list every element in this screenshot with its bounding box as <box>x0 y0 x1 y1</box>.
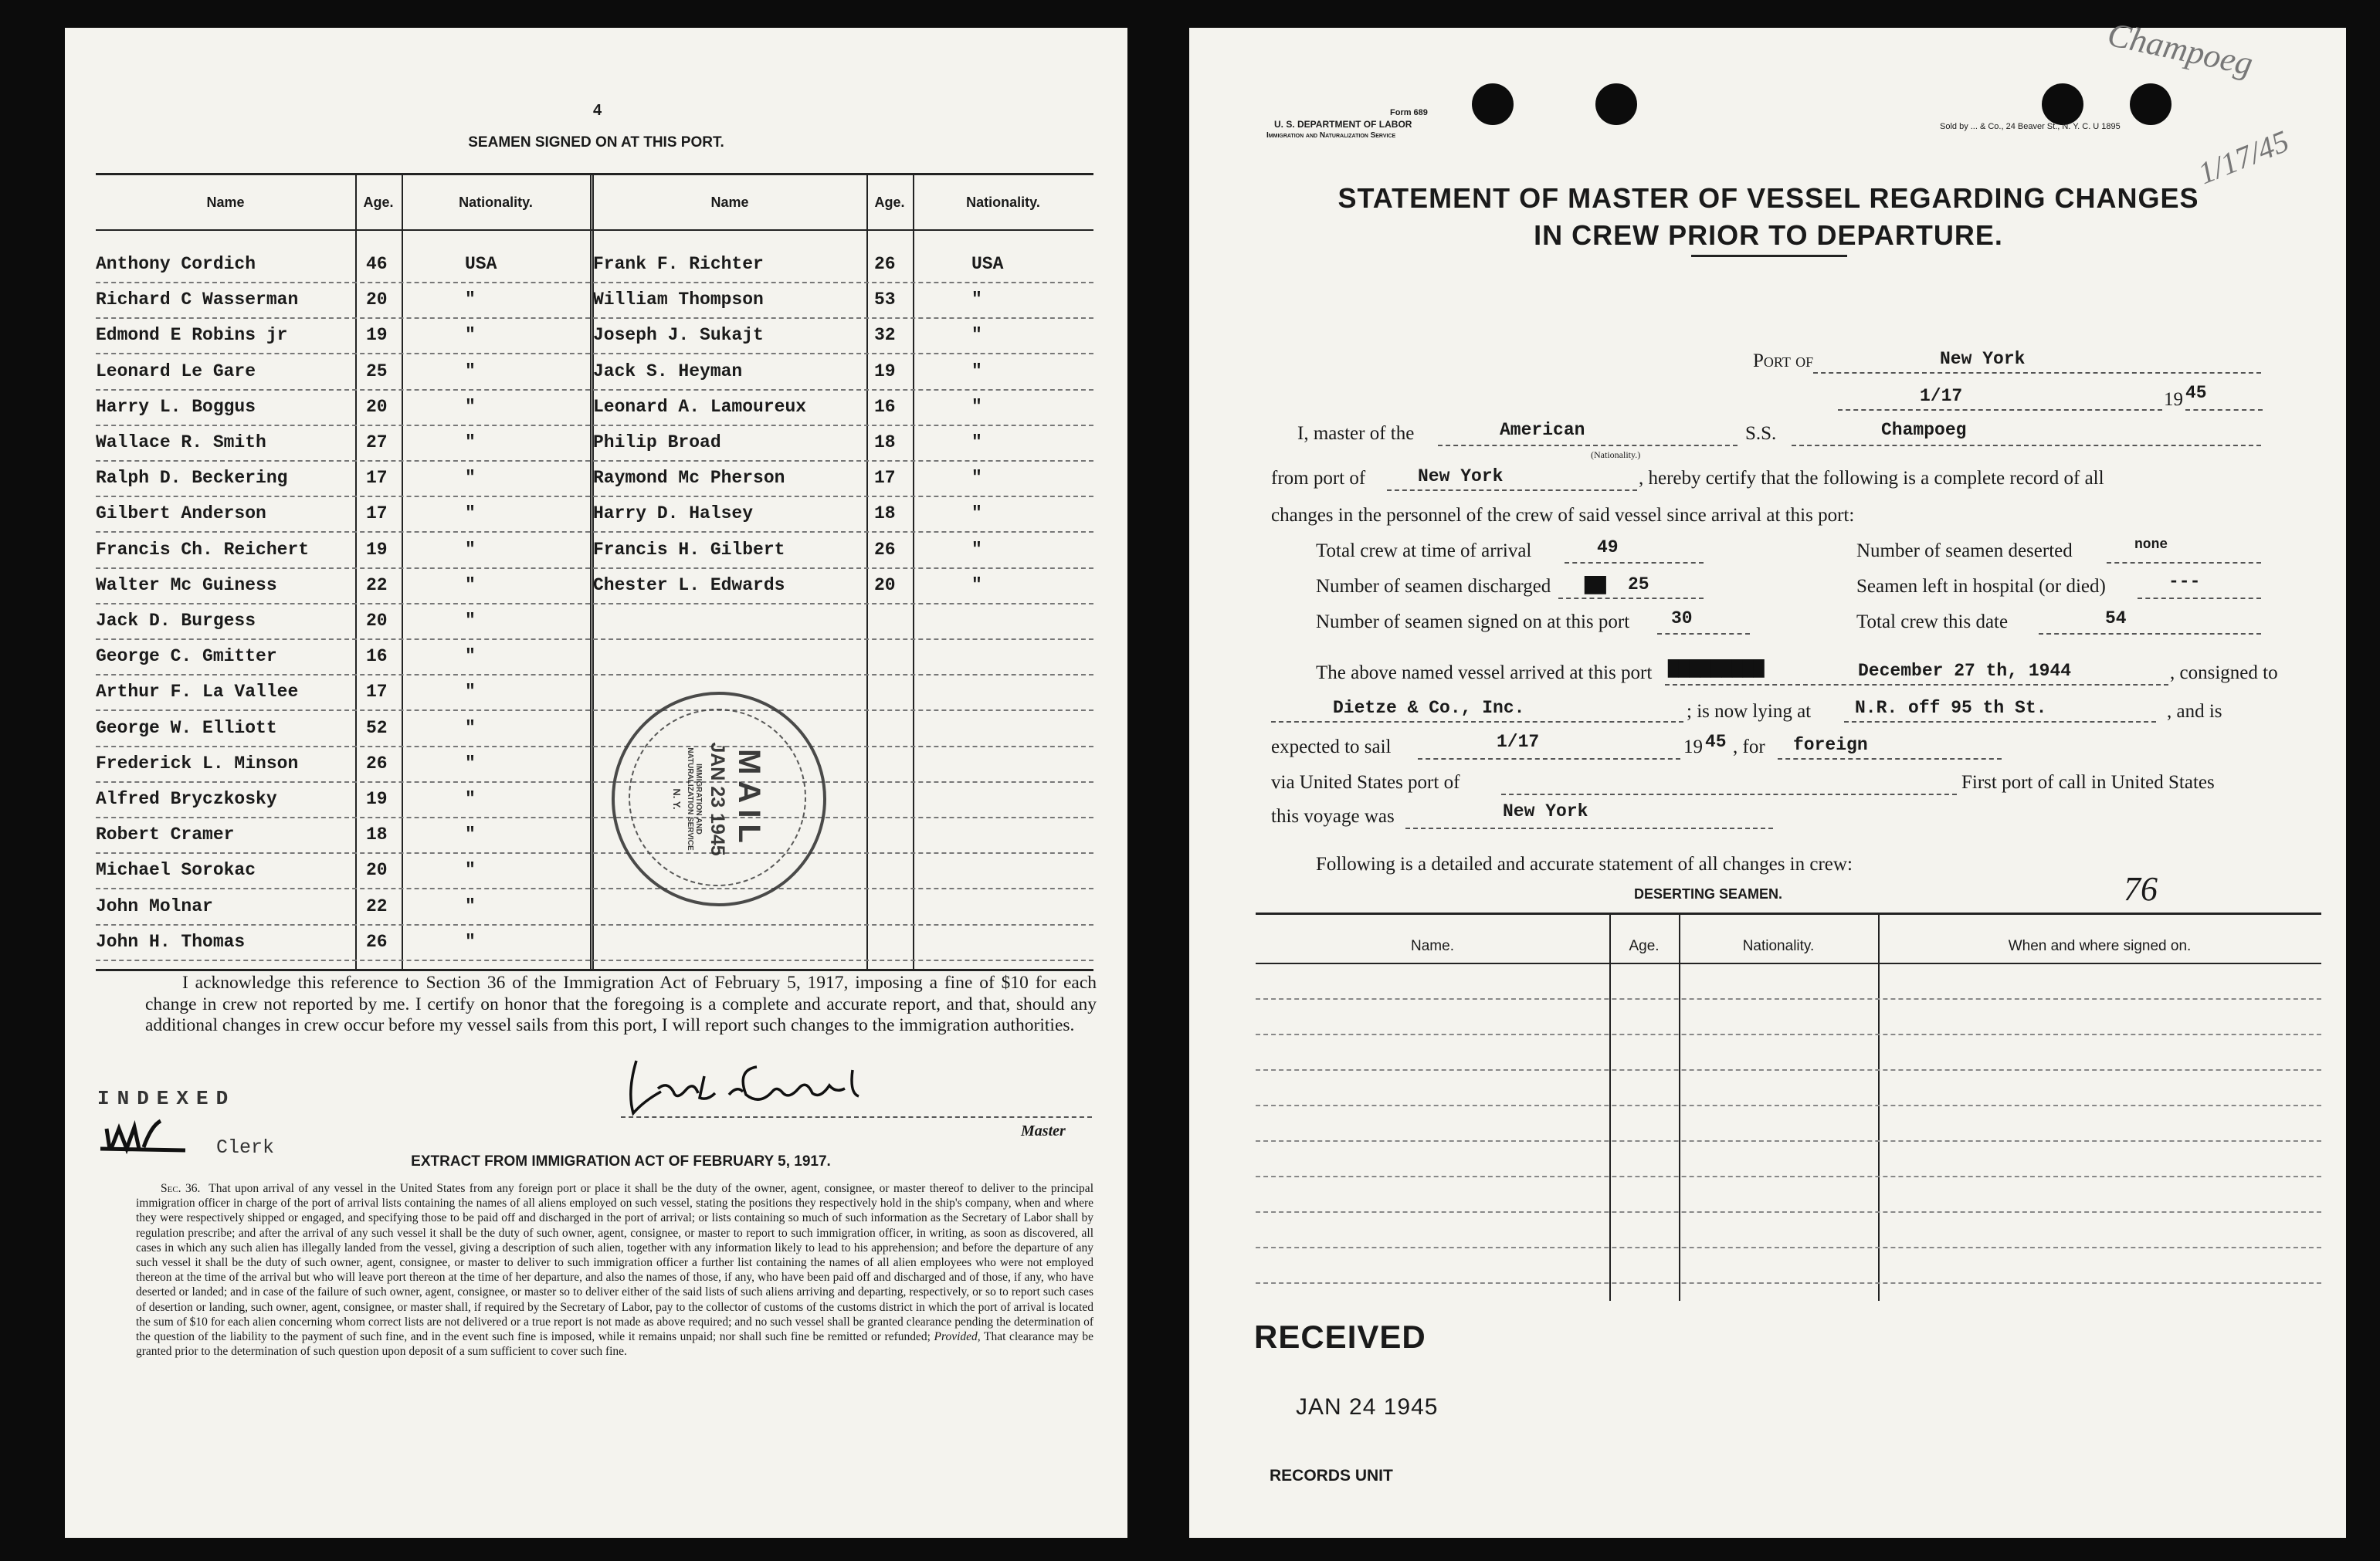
crew-row <box>593 317 1093 354</box>
crew-age: 17 <box>366 503 388 524</box>
crew-nationality: " <box>465 789 476 809</box>
crew-age: 20 <box>366 290 388 310</box>
blank-row <box>593 924 1093 961</box>
punch-hole <box>1472 83 1514 125</box>
discharged-value: 25 <box>1628 574 1649 594</box>
sail-year: 45 <box>1705 732 1727 752</box>
crew-row <box>96 781 590 818</box>
crew-name: Alfred Bryczkosky <box>96 789 277 809</box>
crew-nationality: " <box>971 468 982 489</box>
crew-age: 52 <box>366 717 388 738</box>
crew-name: Chester L. Edwards <box>593 574 785 595</box>
certify-text: , hereby certify that the following is a complete record of all <box>1639 468 2104 489</box>
crew-age: 26 <box>366 753 388 774</box>
discharged-label: Number of seamen discharged <box>1316 576 1551 597</box>
crew-name: Philip Broad <box>593 432 721 452</box>
crew-age: 18 <box>366 825 388 845</box>
crew-row <box>96 746 590 783</box>
handwritten-number: 76 <box>2124 870 2158 908</box>
blank-row <box>1256 1211 2321 1213</box>
total-date-label: Total crew this date <box>1856 611 2009 632</box>
left-page <box>65 28 1127 1538</box>
deserting-title: DESERTING SEAMEN. <box>1634 886 1783 902</box>
crew-nationality: " <box>465 611 476 631</box>
signed-on-label: Number of seamen signed on at this port <box>1316 611 1630 632</box>
stamp-mail: MAIL <box>732 749 767 849</box>
crew-name: Harry L. Boggus <box>96 396 256 417</box>
master-label: Master <box>1021 1122 1066 1139</box>
extract-text <box>136 1181 1093 1359</box>
crew-row <box>96 425 590 462</box>
year-prefix: 19 <box>2164 389 2183 410</box>
crew-nationality: " <box>465 931 476 952</box>
crew-nationality: " <box>971 290 982 310</box>
crew-age: 18 <box>874 432 896 452</box>
port-of-value: New York <box>1940 349 2026 369</box>
department: U. S. DEPARTMENT OF LABOR <box>1274 119 1412 130</box>
crew-row <box>593 567 1093 604</box>
crew-age: 17 <box>366 682 388 703</box>
extract-provided: Provided, <box>934 1330 981 1344</box>
table-header-nationality: Nationality. <box>1742 938 1815 954</box>
crew-nationality: " <box>465 361 476 381</box>
punch-hole <box>2042 83 2083 125</box>
crew-name: Frank F. Richter <box>593 254 764 274</box>
crew-name: John Molnar <box>96 896 213 916</box>
crew-nationality: " <box>465 574 476 595</box>
sail-year-prefix: 19 <box>1683 736 1703 757</box>
and-is-label: , and is <box>2167 701 2222 722</box>
crew-row <box>96 924 590 961</box>
crew-row <box>593 496 1093 533</box>
crew-age: 19 <box>874 361 896 381</box>
acknowledgement-text: I acknowledge this reference to Section 36 of the Immigration Act of February 5, 1917, imposing a fine of $10 for each change in crew not reported by me. I certify on honor that the foregoing is a complete and accurate report, and that, should any additional changes in crew occur before my vessel sails from this port, I will report such changes to the immigration authorities. <box>145 973 1097 1035</box>
blank-row <box>1256 1105 2321 1106</box>
crew-age: 20 <box>366 860 388 881</box>
blank-row <box>1256 1282 2321 1284</box>
deserted-label: Number of seamen deserted <box>1856 540 2073 561</box>
punch-hole <box>2130 83 2171 125</box>
blank-row <box>1256 1176 2321 1177</box>
seamen-signed-title: SEAMEN SIGNED ON AT THIS PORT. <box>468 134 724 151</box>
crew-name: Raymond Mc Pherson <box>593 468 785 489</box>
vessel-name: Champoeg <box>1881 420 1967 440</box>
crew-age: 17 <box>874 468 896 489</box>
clerk-label: Clerk <box>216 1136 275 1159</box>
crew-name: George C. Gmitter <box>96 646 277 667</box>
crew-age: 20 <box>874 574 896 595</box>
crew-name: Anthony Cordich <box>96 254 256 274</box>
crew-name: Francis Ch. Reichert <box>96 539 310 560</box>
crew-row <box>593 389 1093 426</box>
crew-nationality: " <box>465 325 476 346</box>
date-value: 1/17 <box>1920 386 1963 406</box>
first-port-value: New York <box>1503 801 1588 821</box>
crew-nationality: " <box>465 682 476 703</box>
crew-nationality: " <box>465 290 476 310</box>
header-name: Name <box>710 195 749 210</box>
crew-row <box>593 246 1093 283</box>
crew-nationality: " <box>465 753 476 774</box>
extract-body: That upon arrival of any vessel in the United States from any foreign port or place it shall be the duty of the owner, agent, consignee, or master thereof to deliver to the principal immigration officer in charge of the port of arrival lists containing the names of all aliens employed on such vessel, stating the positions they respectively hold in the ship's company, when and where they were respectively shipped or engaged, and specifying those to be paid off and discharged in the port of arrival; or lists containing so much of such information as the Secretary of Labor shall by regulation prescribe; and after the arrival of any such vessel it shall be the duty of such owner, agent, consignee, or master to report to such immigration officer, in writing, as soon as discovered, all cases in which any such alien has illegally landed from the vessel, giving a description of such alien, together with any information likely to lead to his apprehension; and before the departure of any such vessel it shall be the duty of such owner, agent, consignee, or master to deliver to such immigration officer a further list containing the names of all alien employees who were not employed thereon at the time of the arrival but who will leave port thereon at the time of her departure, and also the names of those, if any, who have been paid off and discharged and of those, if any, who have deserted or landed; and in case of the failure of such owner, agent, consignee, or master so to deliver either of the said lists of such aliens arriving and departing, respectively, or so to report such cases of desertion or landing, such owner, agent, consignee, or master shall, if required by the Secretary of Labor, pay to the collector of customs of the customs district in which the port of arrival is located the sum of $10 for each alien concerning whom correct lists are not delivered or a true report is not made as above required; and no such vessel shall be granted clearance pending the determination of the question of the liability to the payment of such fine, and in the event such fine is imposed, while it remains unpaid; nor shall such fine be remitted or refunded; <box>136 1182 1093 1344</box>
crew-row <box>593 354 1093 391</box>
crew-name: Harry D. Halsey <box>593 503 754 524</box>
first-port-label: First port of call in United States <box>1961 772 2215 793</box>
handwritten-date-note: 1/17/45 <box>2193 123 2294 191</box>
total-arrival-label: Total crew at time of arrival <box>1316 540 1532 561</box>
crew-nationality: " <box>971 539 982 560</box>
crew-age: 18 <box>874 503 896 524</box>
crew-nationality: " <box>465 468 476 489</box>
crew-name: Leonard A. Lamoureux <box>593 396 807 417</box>
nationality-value: American <box>1500 420 1585 440</box>
crew-row <box>96 532 590 569</box>
header-age: Age. <box>874 195 905 210</box>
lying-label: ; is now lying at <box>1687 701 1812 722</box>
crew-name: Francis H. Gilbert <box>593 539 785 560</box>
service-name: Immigration and Naturalization Service <box>1266 131 1396 140</box>
crew-age: 27 <box>366 432 388 452</box>
from-port-label: from port of <box>1271 468 1366 489</box>
header-age: Age. <box>363 195 394 210</box>
crew-name: Joseph J. Sukajt <box>593 325 764 346</box>
crew-name: Robert Cramer <box>96 825 235 845</box>
crew-row <box>96 710 590 747</box>
received-date: JAN 24 1945 <box>1296 1394 1439 1420</box>
crew-name: Richard C Wasserman <box>96 290 299 310</box>
blank-row <box>593 603 1093 640</box>
right-page <box>1189 15 2346 1538</box>
crew-row <box>593 460 1093 497</box>
crew-nationality: " <box>971 361 982 381</box>
form-title-line2: IN CREW PRIOR TO DEPARTURE. <box>1534 219 2003 251</box>
crew-name: William Thompson <box>593 290 764 310</box>
hospital-value: --- <box>2168 571 2201 591</box>
year-suffix: 45 <box>2185 383 2207 403</box>
blank-row <box>1256 1140 2321 1142</box>
crew-row <box>96 282 590 319</box>
discharged-struck: ▇▇ <box>1585 575 1606 595</box>
table-header-name: Name. <box>1411 938 1454 954</box>
crew-row <box>96 354 590 391</box>
voyage-label: this voyage was <box>1271 806 1395 827</box>
blank-row <box>1256 1034 2321 1035</box>
crew-age: 16 <box>874 396 896 417</box>
crew-nationality: " <box>465 860 476 881</box>
consigned-label: , consigned to <box>2170 662 2278 683</box>
master-of-label: I, master of the <box>1297 423 1415 444</box>
crew-name: George W. Elliott <box>96 717 277 738</box>
blank-row <box>1256 1069 2321 1071</box>
crew-age: 19 <box>366 539 388 560</box>
total-date-value: 54 <box>2105 608 2127 628</box>
crew-row <box>96 317 590 354</box>
crew-age: 22 <box>366 574 388 595</box>
header-nationality: Nationality. <box>966 195 1040 210</box>
for-label: , for <box>1733 736 1765 757</box>
crew-nationality: " <box>465 717 476 738</box>
crew-nationality: USA <box>971 254 1004 274</box>
ss-label: S.S. <box>1745 423 1777 444</box>
stamp-city: N. Y. <box>671 788 683 810</box>
crew-nationality: " <box>465 646 476 667</box>
crew-age: 16 <box>366 646 388 667</box>
nationality-caption: (Nationality.) <box>1591 449 1641 460</box>
crew-nationality: " <box>971 432 982 452</box>
received-stamp: RECEIVED <box>1254 1319 1426 1355</box>
crew-name: Jack D. Burgess <box>96 611 256 631</box>
stamp-service: IMMIGRATION AND NATURALIZATION SERVICE <box>686 747 703 851</box>
port-of-label: Port of <box>1753 350 1814 371</box>
crew-row <box>96 817 590 854</box>
table-header-age: Age. <box>1629 938 1660 954</box>
records-unit-stamp: RECORDS UNIT <box>1270 1467 1393 1485</box>
signed-on-value: 30 <box>1671 608 1693 628</box>
via-label: via United States port of <box>1271 772 1460 793</box>
crew-name: Edmond E Robins jr <box>96 325 288 346</box>
crew-age: 53 <box>874 290 896 310</box>
crew-nationality: " <box>971 325 982 346</box>
arrival-date: December 27 th, 1944 <box>1858 661 2072 681</box>
form-number: Form 689 <box>1390 108 1428 117</box>
sail-date: 1/17 <box>1497 732 1540 752</box>
crew-name: Michael Sorokac <box>96 860 256 881</box>
crew-age: 46 <box>366 254 388 274</box>
crew-nationality: " <box>465 896 476 916</box>
crew-age: 26 <box>874 254 896 274</box>
blank-row <box>1256 998 2321 1000</box>
crew-age: 17 <box>366 468 388 489</box>
handwritten-vessel-note: Champoeg <box>2104 15 2256 83</box>
consignee-value: Dietze & Co., Inc. <box>1333 698 1525 718</box>
crew-nationality: " <box>971 396 982 417</box>
total-arrival-value: 49 <box>1597 537 1619 557</box>
stamp-date: JAN 23 1945 <box>707 742 729 856</box>
crew-nationality: " <box>465 539 476 560</box>
destination-value: foreign <box>1793 735 1868 755</box>
crew-row <box>593 425 1093 462</box>
crew-row <box>96 246 590 283</box>
crew-row <box>96 567 590 604</box>
hospital-label: Seamen left in hospital (or died) <box>1856 576 2106 597</box>
crew-nationality: " <box>971 574 982 595</box>
crew-row <box>96 389 590 426</box>
from-port-value: New York <box>1418 466 1504 486</box>
crew-row <box>96 460 590 497</box>
crew-age: 19 <box>366 789 388 809</box>
extract-section: Sec. 36. <box>161 1182 201 1195</box>
crew-name: Leonard Le Gare <box>96 361 256 381</box>
crew-nationality: " <box>465 503 476 524</box>
arrived-label: The above named vessel arrived at this port <box>1316 662 1653 683</box>
crew-age: 26 <box>874 539 896 560</box>
table-header-when-where: When and where signed on. <box>2008 938 2192 954</box>
crew-row <box>96 496 590 533</box>
crew-age: 26 <box>366 931 388 952</box>
form-title-line1: STATEMENT OF MASTER OF VESSEL REGARDING CHANGES <box>1337 182 2199 214</box>
blank-row <box>1256 1247 2321 1248</box>
crew-name: Gilbert Anderson <box>96 503 266 524</box>
crew-row <box>96 852 590 889</box>
crew-nationality: " <box>971 503 982 524</box>
crew-age: 32 <box>874 325 896 346</box>
immigration-mail-stamp <box>612 692 826 906</box>
crew-row <box>96 674 590 711</box>
crew-table <box>96 173 1093 971</box>
header-nationality: Nationality. <box>459 195 533 210</box>
expected-label: expected to sail <box>1271 736 1392 757</box>
printer-imprint: Sold by ... & Co., 24 Beaver St., N. Y. C. U 1895 <box>1940 122 2121 131</box>
changes-text: changes in the personnel of the crew of said vessel since arrival at this port: <box>1271 505 1855 526</box>
crew-nationality: " <box>465 396 476 417</box>
blank-row <box>593 638 1093 676</box>
following-text: Following is a detailed and accurate statement of all changes in crew: <box>1316 854 1853 875</box>
deserted-value: none <box>2134 537 2168 553</box>
crew-nationality: " <box>465 432 476 452</box>
indexed-stamp: INDEXED <box>97 1087 236 1110</box>
crew-nationality: USA <box>465 254 497 274</box>
deserting-seamen-table <box>1256 913 2321 1301</box>
page-number: 4 <box>593 102 602 119</box>
crew-name: Frederick L. Minson <box>96 753 299 774</box>
crew-age: 19 <box>366 325 388 346</box>
punch-hole <box>1595 83 1637 125</box>
crew-row <box>593 282 1093 319</box>
crew-age: 20 <box>366 396 388 417</box>
crew-name: Jack S. Heyman <box>593 361 743 381</box>
header-name: Name <box>206 195 245 210</box>
crew-age: 25 <box>366 361 388 381</box>
lying-at-value: N.R. off 95 th St. <box>1855 698 2047 718</box>
crew-row <box>593 532 1093 569</box>
extract-tail: That clearance may be granted prior to the determination of such question upon deposit of a sum sufficient to cover such fine. <box>136 1330 1093 1359</box>
crew-name: Ralph D. Beckering <box>96 468 288 489</box>
crew-age: 22 <box>366 896 388 916</box>
master-signature <box>613 1047 760 1116</box>
crew-row <box>96 889 590 926</box>
crew-row <box>96 638 590 676</box>
crew-name: Wallace R. Smith <box>96 432 266 452</box>
crew-nationality: " <box>465 825 476 845</box>
crew-name: Arthur F. La Vallee <box>96 682 299 703</box>
crew-name: John H. Thomas <box>96 931 246 952</box>
crew-age: 20 <box>366 611 388 631</box>
crew-name: Walter Mc Guiness <box>96 574 277 595</box>
arrival-struck: ▇▇▇▇▇▇▇▇▇ <box>1668 659 1765 679</box>
extract-title: EXTRACT FROM IMMIGRATION ACT OF FEBRUARY 5, 1917. <box>411 1153 831 1170</box>
crew-row <box>96 603 590 640</box>
